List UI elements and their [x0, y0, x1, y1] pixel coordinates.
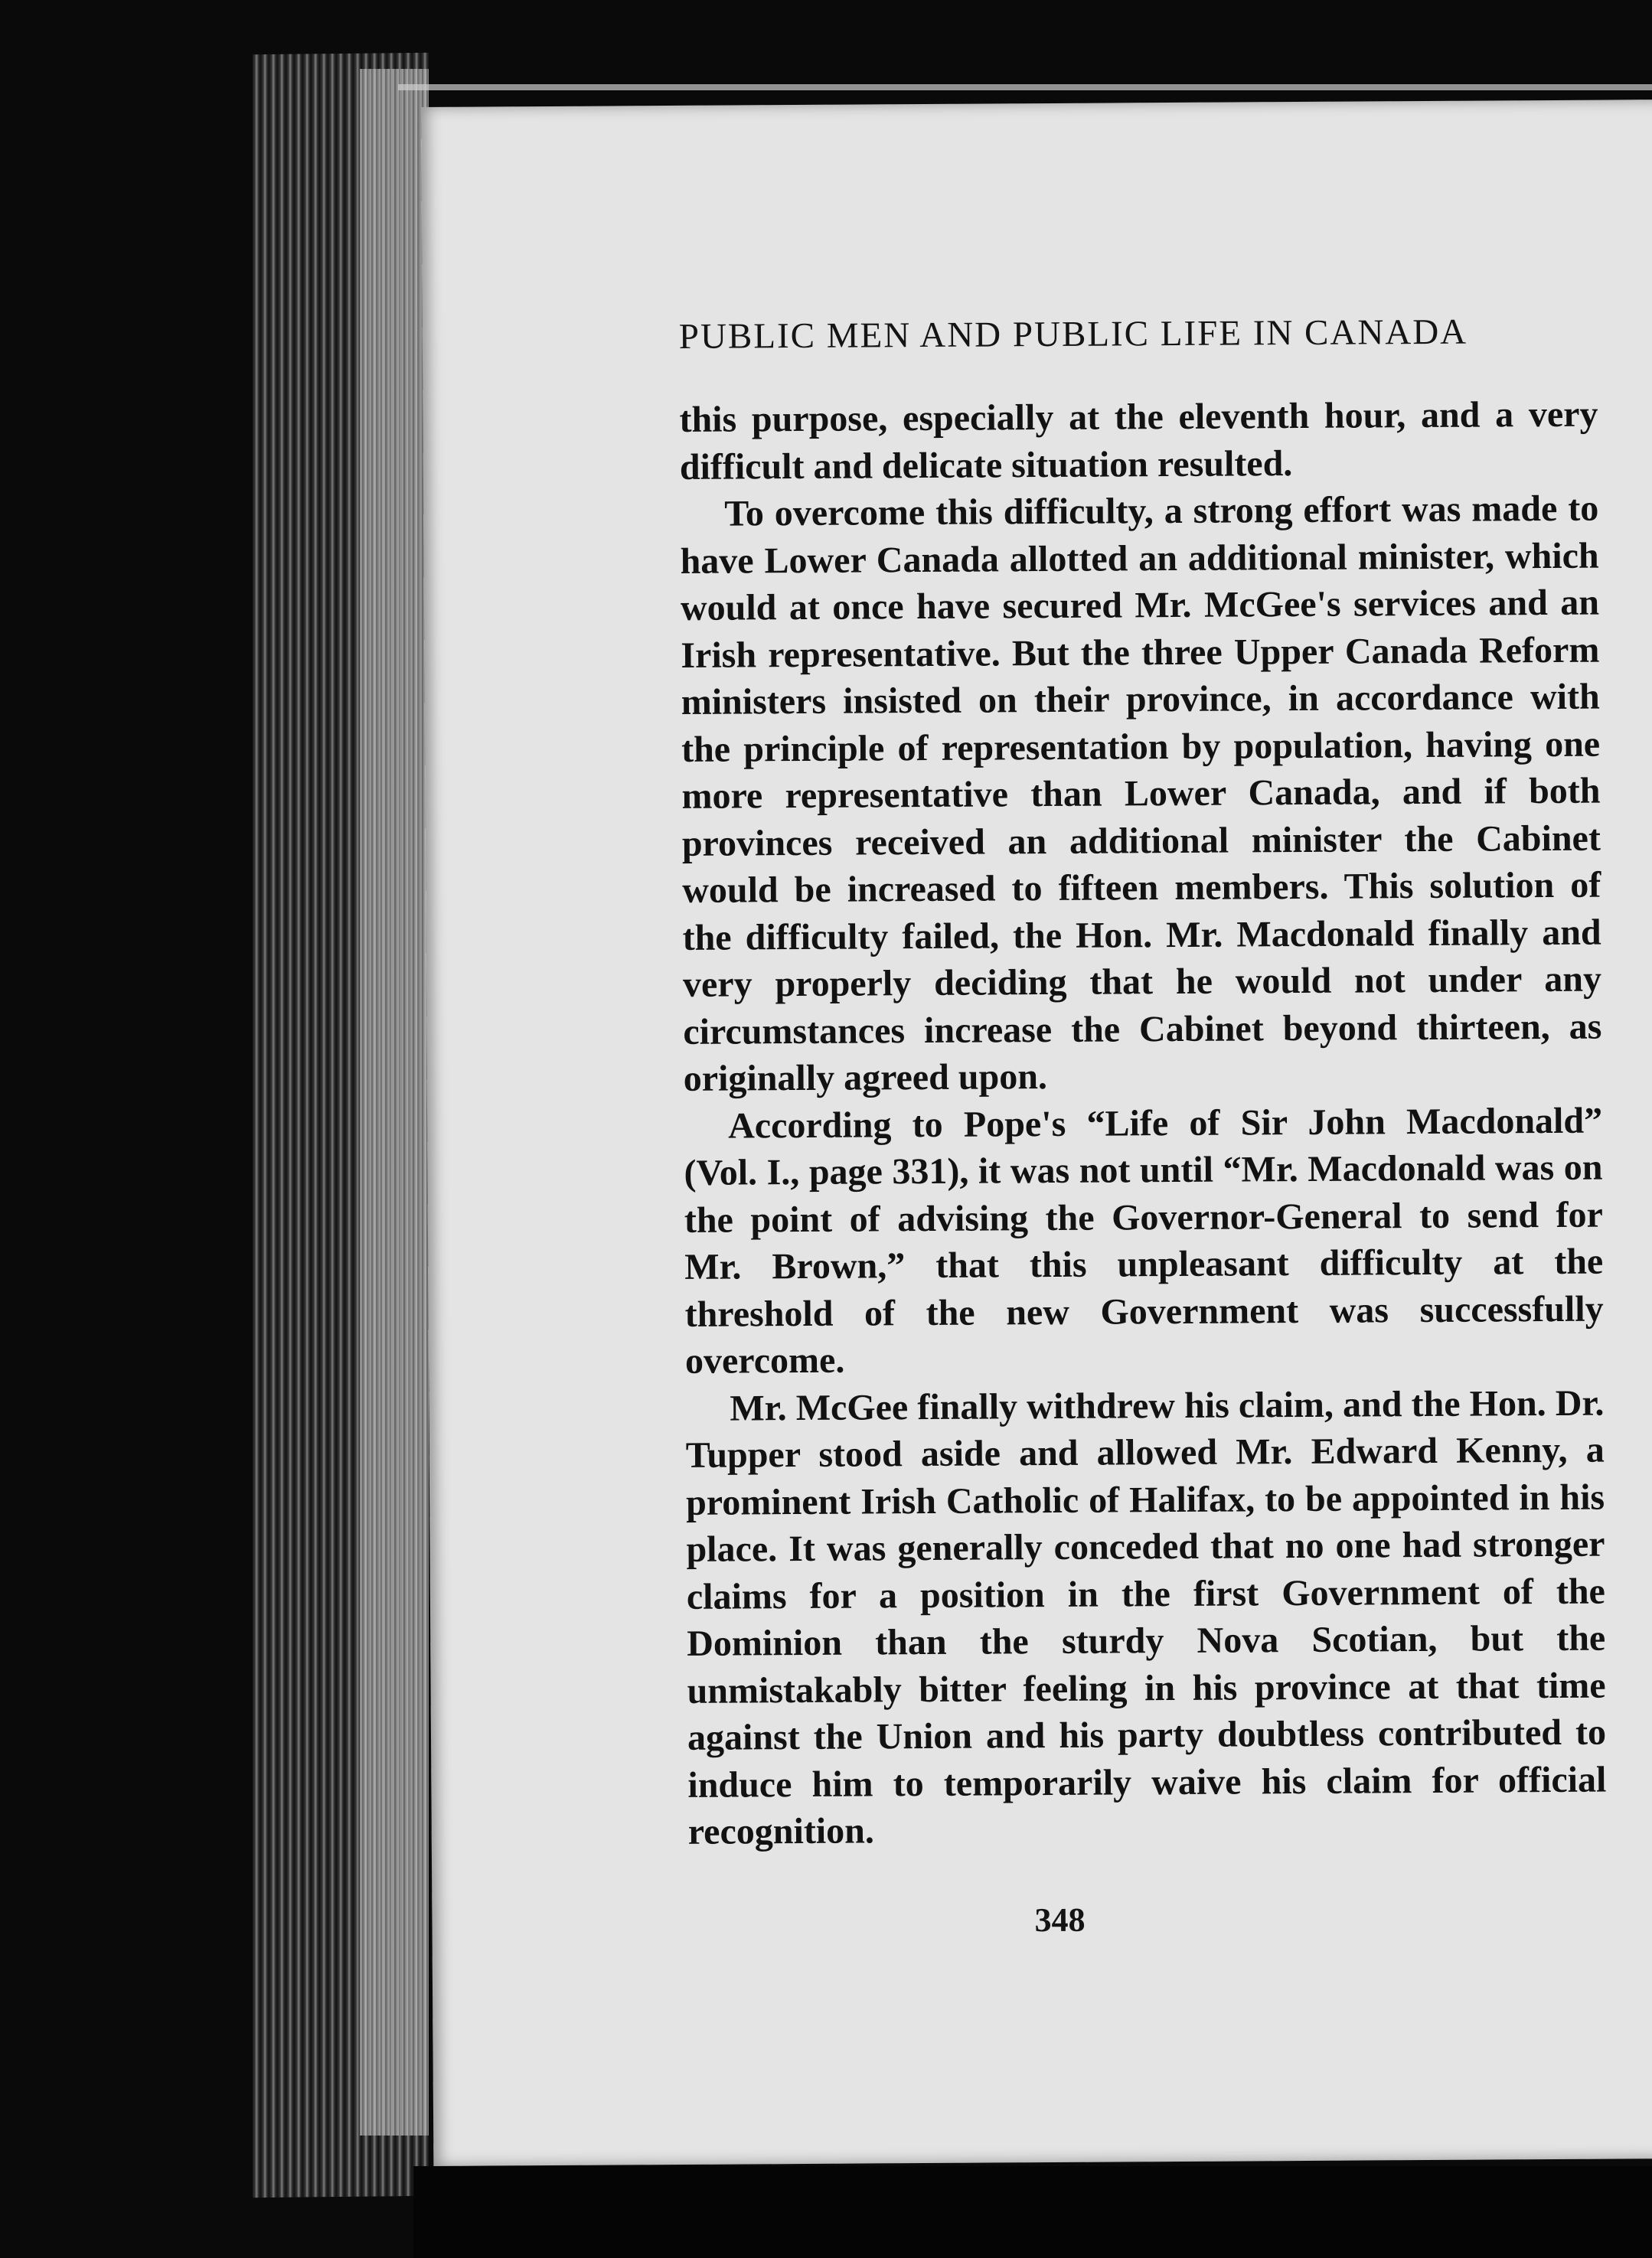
page-number: 348: [1034, 1901, 1086, 1940]
book-page: [421, 100, 1652, 2166]
page-body: [679, 391, 1607, 1856]
running-header: PUBLIC MEN AND PUBLIC LIFE IN CANADA: [678, 312, 1468, 357]
paragraph: According to Pope's “Life of Sir John Macdonald” (Vol. I., page 331), it was not until “Mr. Macdonald was on the point of advising the Governor-General to send for Mr. Brown,” that this unpleasant difficulty at the threshold of the new Government was successfully overcome.: [684, 1100, 1604, 1382]
page-top-edge: [398, 84, 1652, 90]
bottom-shadow: [413, 2166, 1652, 2258]
paragraph: To overcome this difficulty, a strong effort was made to have Lower Canada allotted an additional minister, which would at once have secured Mr. McGee's services and an Irish representative. But the three Upper Canada Reform ministers insisted on their province, in accordance with the principle of representation by population, having one more representative than Lower Canada, and if both provinces received an additional minister the Cabinet would be increased to fifteen members. This solution of the difficulty failed, the Hon. Mr. Macdonald finally and very properly deciding that he would not under any circumstances increase the Cabinet beyond thirteen, as originally agreed upon.: [680, 488, 1602, 1099]
book-page-edges-inner: [360, 69, 429, 2136]
paragraph: Mr. McGee finally withdrew his claim, and the Hon. Dr. Tupper stood aside and allowed Mr. Edward Kenny, a prominent Irish Catholic of Halifax, to be appointed in his place. It was generally conceded that no one had stronger claims for a position in the first Government of the Dominion than the sturdy Nova Scotian, but the unmistakably bitter feeling in his province at that time against the Union and his party doubtless contributed to induce him to temporarily waive his claim for official recognition.: [685, 1382, 1607, 1852]
paragraph-continued: this purpose, especially at the eleventh hour, and a very difficult and delicate situation resulted.: [679, 393, 1598, 488]
